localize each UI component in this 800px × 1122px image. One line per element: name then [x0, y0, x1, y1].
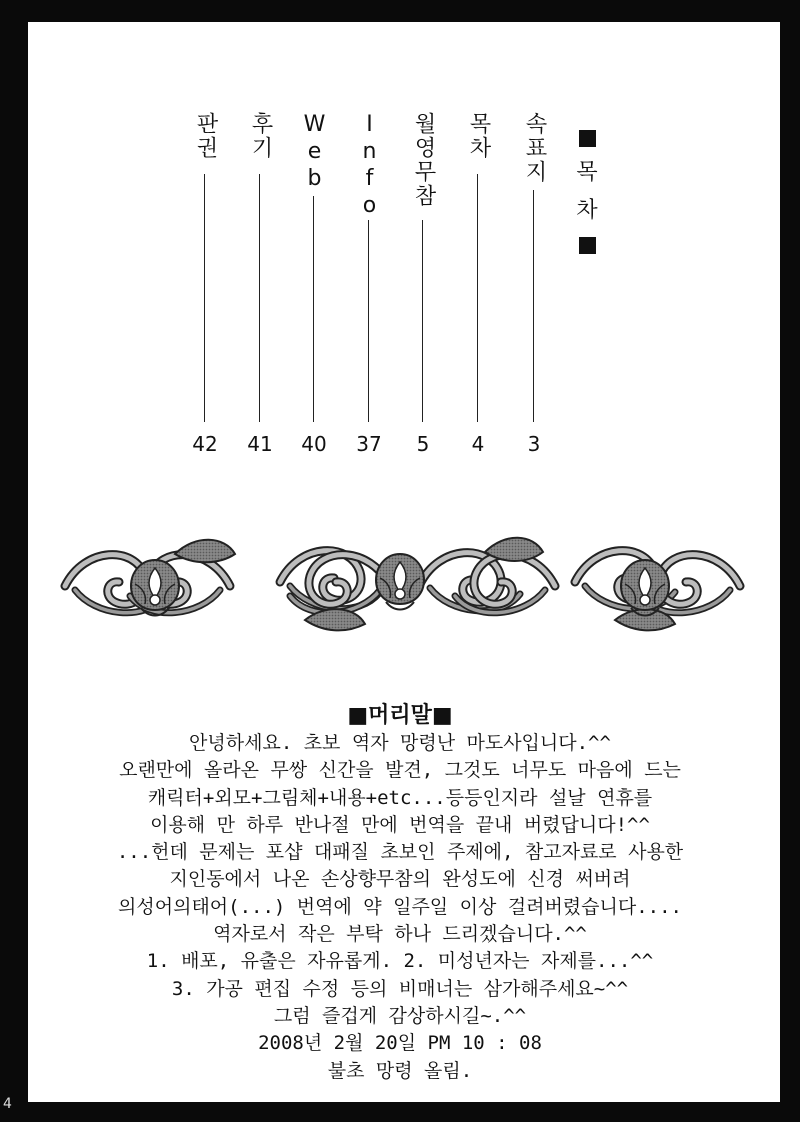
- preface-line: ...헌데 문제는 포샵 대패질 초보인 주제에, 참고자료로 사용한: [116, 841, 684, 864]
- toc-entry-label: 목차: [466, 112, 491, 160]
- toc-entry: [183, 112, 227, 462]
- preface-heading: ■머리말■: [347, 703, 453, 728]
- preface-line: 오랜만에 올라온 무쌍 신간을 발견, 그것도 너무도 마음에 드는: [119, 759, 681, 782]
- toc-entry-page: 42: [192, 432, 218, 456]
- toc-title-char: 차: [576, 198, 598, 223]
- toc-entry: [456, 112, 500, 462]
- preface-line: 1. 배포, 유출은 자유롭게. 2. 미성년자는 자제를...^^: [146, 950, 654, 973]
- toc-leader-line: [368, 220, 369, 422]
- toc-entry: [347, 112, 391, 462]
- toc-leader-line: [204, 174, 205, 422]
- toc-entry: [401, 112, 445, 462]
- toc-entry-page: 4: [471, 432, 485, 456]
- toc-entry-label: Info: [357, 112, 382, 220]
- toc-leader-line: [477, 174, 478, 422]
- preface-line: 의성어의태어(...) 번역에 약 일주일 이상 걸려버렸습니다....: [118, 895, 682, 918]
- preface-line: 안녕하세요. 초보 역자 망령난 마도사입니다.^^: [189, 732, 611, 754]
- toc-entry-label: Web: [302, 112, 327, 193]
- floral-ornament-band: [55, 524, 745, 642]
- toc-entry-page: 40: [301, 432, 327, 456]
- preface: [60, 702, 740, 1085]
- toc-leader-line: [259, 174, 260, 422]
- toc-entry-label: 월영무참: [411, 112, 436, 208]
- toc-entry-page: 5: [416, 432, 430, 456]
- toc-entry-label: 후기: [248, 112, 273, 160]
- preface-signature: 불초 망령 올림.: [327, 1059, 473, 1082]
- preface-date: 2008년 2월 20일 PM 10 : 08: [258, 1032, 542, 1055]
- toc-entry-label: 판권: [193, 112, 218, 160]
- toc-leader-line: [313, 196, 314, 422]
- toc-title-char: 목: [576, 160, 598, 185]
- preface-line: 역자로서 작은 부탁 하나 드리겠습니다.^^: [213, 923, 587, 946]
- toc-entry-page: 41: [247, 432, 273, 456]
- preface-line: 3. 가공 편집 수정 등의 비매너는 삼가해주세요~^^: [171, 977, 629, 1000]
- toc-entry-label: 속표지: [522, 112, 547, 184]
- toc-leader-line: [422, 220, 423, 422]
- toc-title: [565, 130, 609, 254]
- toc-entry-page: 37: [356, 432, 382, 456]
- toc-entry: [512, 112, 556, 462]
- toc-entry: [238, 112, 282, 462]
- preface-line: 이용해 만 하루 반나절 만에 번역을 끝내 버렸답니다!^^: [150, 813, 650, 836]
- toc-entry-page: 3: [527, 432, 541, 456]
- square-bullet-icon: [579, 237, 596, 254]
- toc-entry: [292, 112, 336, 462]
- toc-leader-line: [533, 190, 534, 422]
- square-bullet-icon: [579, 130, 596, 147]
- preface-line: 지인동에서 나온 손상향무참의 완성도에 신경 써버려: [169, 868, 631, 891]
- preface-line: 캐릭터+외모+그림체+내용+etc...등등인지라 설날 연휴를: [147, 786, 653, 809]
- preface-line: 그럼 즐겁게 감상하시길~.^^: [273, 1004, 527, 1027]
- corner-page-number: 4: [3, 1096, 12, 1112]
